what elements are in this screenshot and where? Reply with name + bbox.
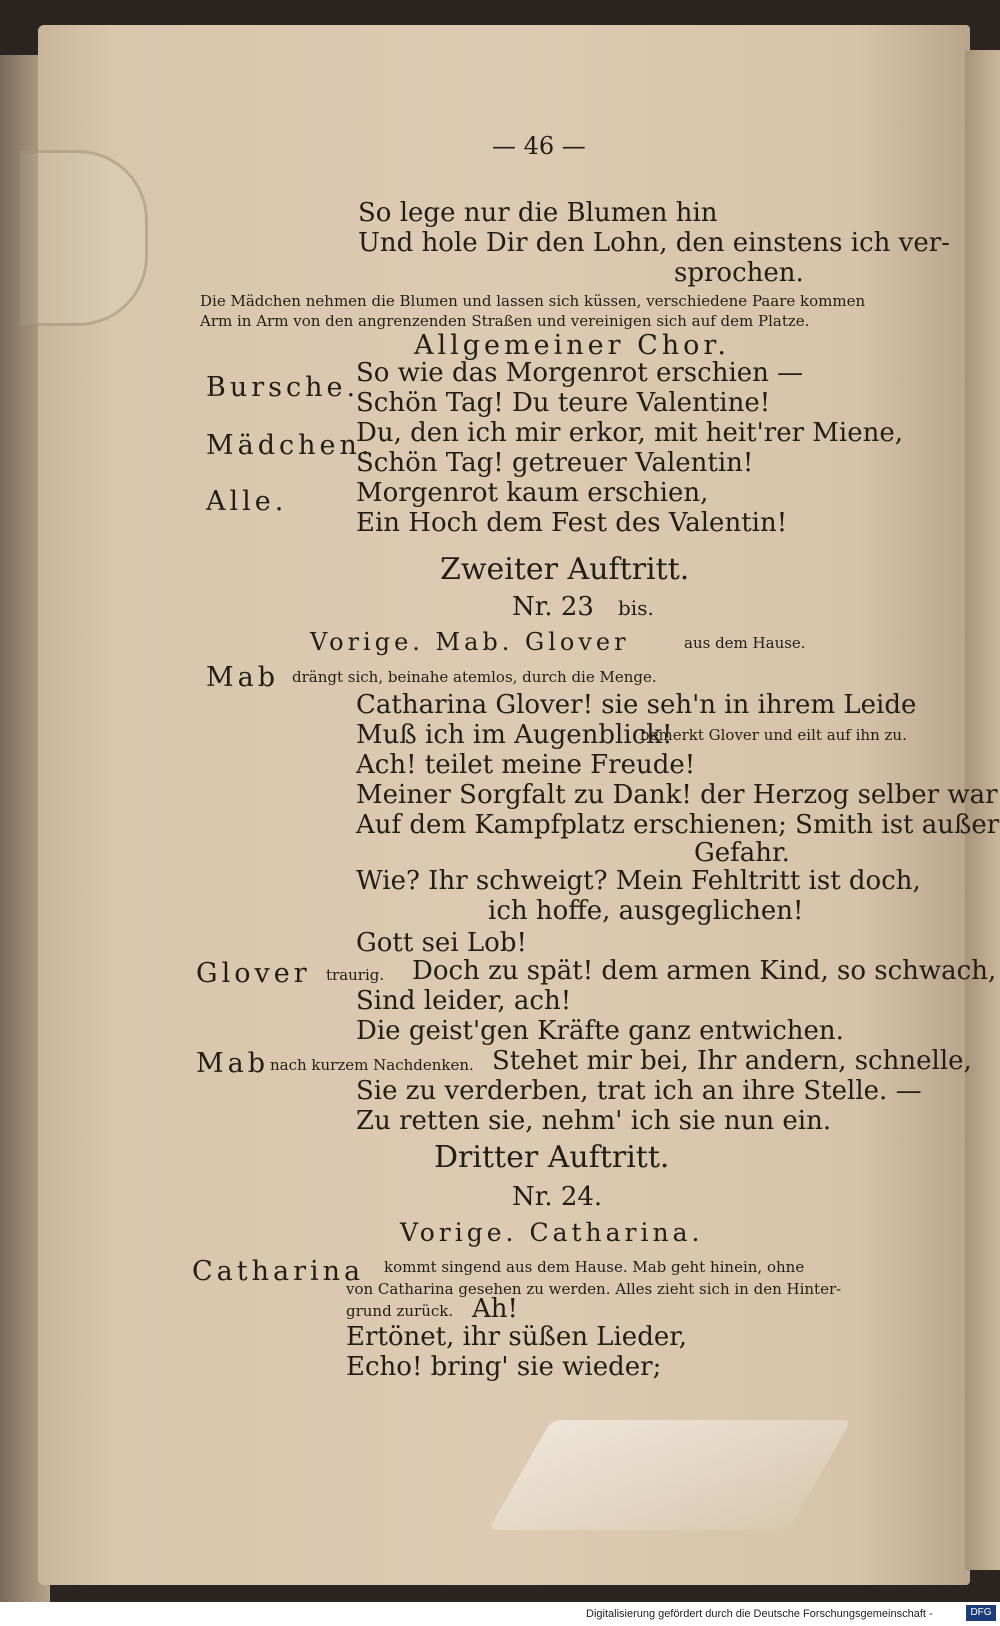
stage-direction: Arm in Arm von den angrenzenden Straßen und vereinigen sich auf dem Platze. [200,312,810,330]
stage-direction: Die Mädchen nehmen die Blumen und lassen sich küssen, verschiedene Paare kommen [200,292,866,310]
verse-line: Muß ich im Augenblick! [356,720,673,750]
stage-direction: kommt singend aus dem Hause. Mab geht hinein, ohne [384,1258,805,1276]
stage-direction: aus dem Hause. [684,634,806,652]
dfg-logo: DFG [966,1605,996,1621]
characters-on-stage: Vorige. Catharina. [400,1218,704,1247]
verse-line: Zu retten sie, nehm' ich sie nun ein. [356,1106,832,1136]
stage-direction: grund zurück. [346,1302,454,1320]
verse-line: Gott sei Lob! [356,928,527,958]
verse-line: Wie? Ihr schweigt? Mein Fehltritt ist doch, [356,866,921,896]
stage-direction: traurig. [326,966,385,984]
stage-direction: nach kurzem Nachdenken. [270,1056,474,1074]
verse-line: Morgenrot kaum erschien, [356,478,709,508]
verse-line: Stehet mir bei, Ihr andern, schnelle, [492,1046,972,1076]
verse-line: So lege nur die Blumen hin [358,198,718,228]
verse-line: Und hole Dir den Lohn, den einstens ich ver- [358,228,950,258]
number-suffix: bis. [618,596,654,620]
verse-line: Schön Tag! getreuer Valentin! [356,448,754,478]
verse-line: ich hoffe, ausgeglichen! [488,896,804,926]
number-heading: Nr. 24. [512,1182,603,1212]
verse-line: Ein Hoch dem Fest des Valentin! [356,508,788,538]
verse-line: Auf dem Kampfplatz erschienen; Smith ist außer [356,810,1000,840]
stage-direction: drängt sich, beinahe atemlos, durch die Menge. [292,668,657,686]
speaker-name: Bursche. [206,372,360,403]
verse-line: Die geist'gen Kräfte ganz entwichen. [356,1016,844,1046]
speaker-name: Catharina [192,1256,365,1287]
chorus-heading: Allgemeiner Chor. [414,330,730,361]
funding-credit: Digitalisierung gefördert durch die Deutsche Forschungsgemeinschaft - [586,1608,933,1620]
verse-line: Sie zu verderben, trat ich an ihre Stelle. — [356,1076,922,1106]
number-heading: Nr. 23 [512,592,594,622]
speaker-name: Glover [196,958,311,989]
scene-heading: Zweiter Auftritt. [440,552,690,587]
scene-heading: Dritter Auftritt. [434,1140,670,1175]
verse-line: So wie das Morgenrot erschien — [356,358,804,388]
verse-line: Ertönet, ihr süßen Lieder, [346,1322,688,1352]
speaker-name: Alle. [206,486,288,517]
page-number: — 46 — [492,132,586,160]
verse-line: Du, den ich mir erkor, mit heit'rer Miene, [356,418,903,448]
verse-line: Meiner Sorgfalt zu Dank! der Herzog selber war [356,780,998,810]
speaker-name: Mab [206,662,280,693]
verse-line: Ach! teilet meine Freude! [356,750,696,780]
verse-line: Schön Tag! Du teure Valentine! [356,388,771,418]
characters-on-stage: Vorige. Mab. Glover [310,628,630,656]
verse-line: Doch zu spät! dem armen Kind, so schwach, [412,956,997,986]
speaker-name: Mab [196,1048,270,1079]
verse-line: Echo! bring' sie wieder; [346,1352,662,1382]
verse-line: Ah! [472,1294,518,1324]
verse-line: Gefahr. [694,838,790,868]
verse-line: sprochen. [674,258,804,288]
speaker-name: Mädchen. [206,430,374,461]
stage-direction: von Catharina gesehen zu werden. Alles zieht sich in den Hinter- [346,1280,842,1298]
stage-direction: bemerkt Glover und eilt auf ihn zu. [640,726,907,744]
verse-line: Sind leider, ach! [356,986,572,1016]
verse-line: Catharina Glover! sie seh'n in ihrem Leide [356,690,917,720]
